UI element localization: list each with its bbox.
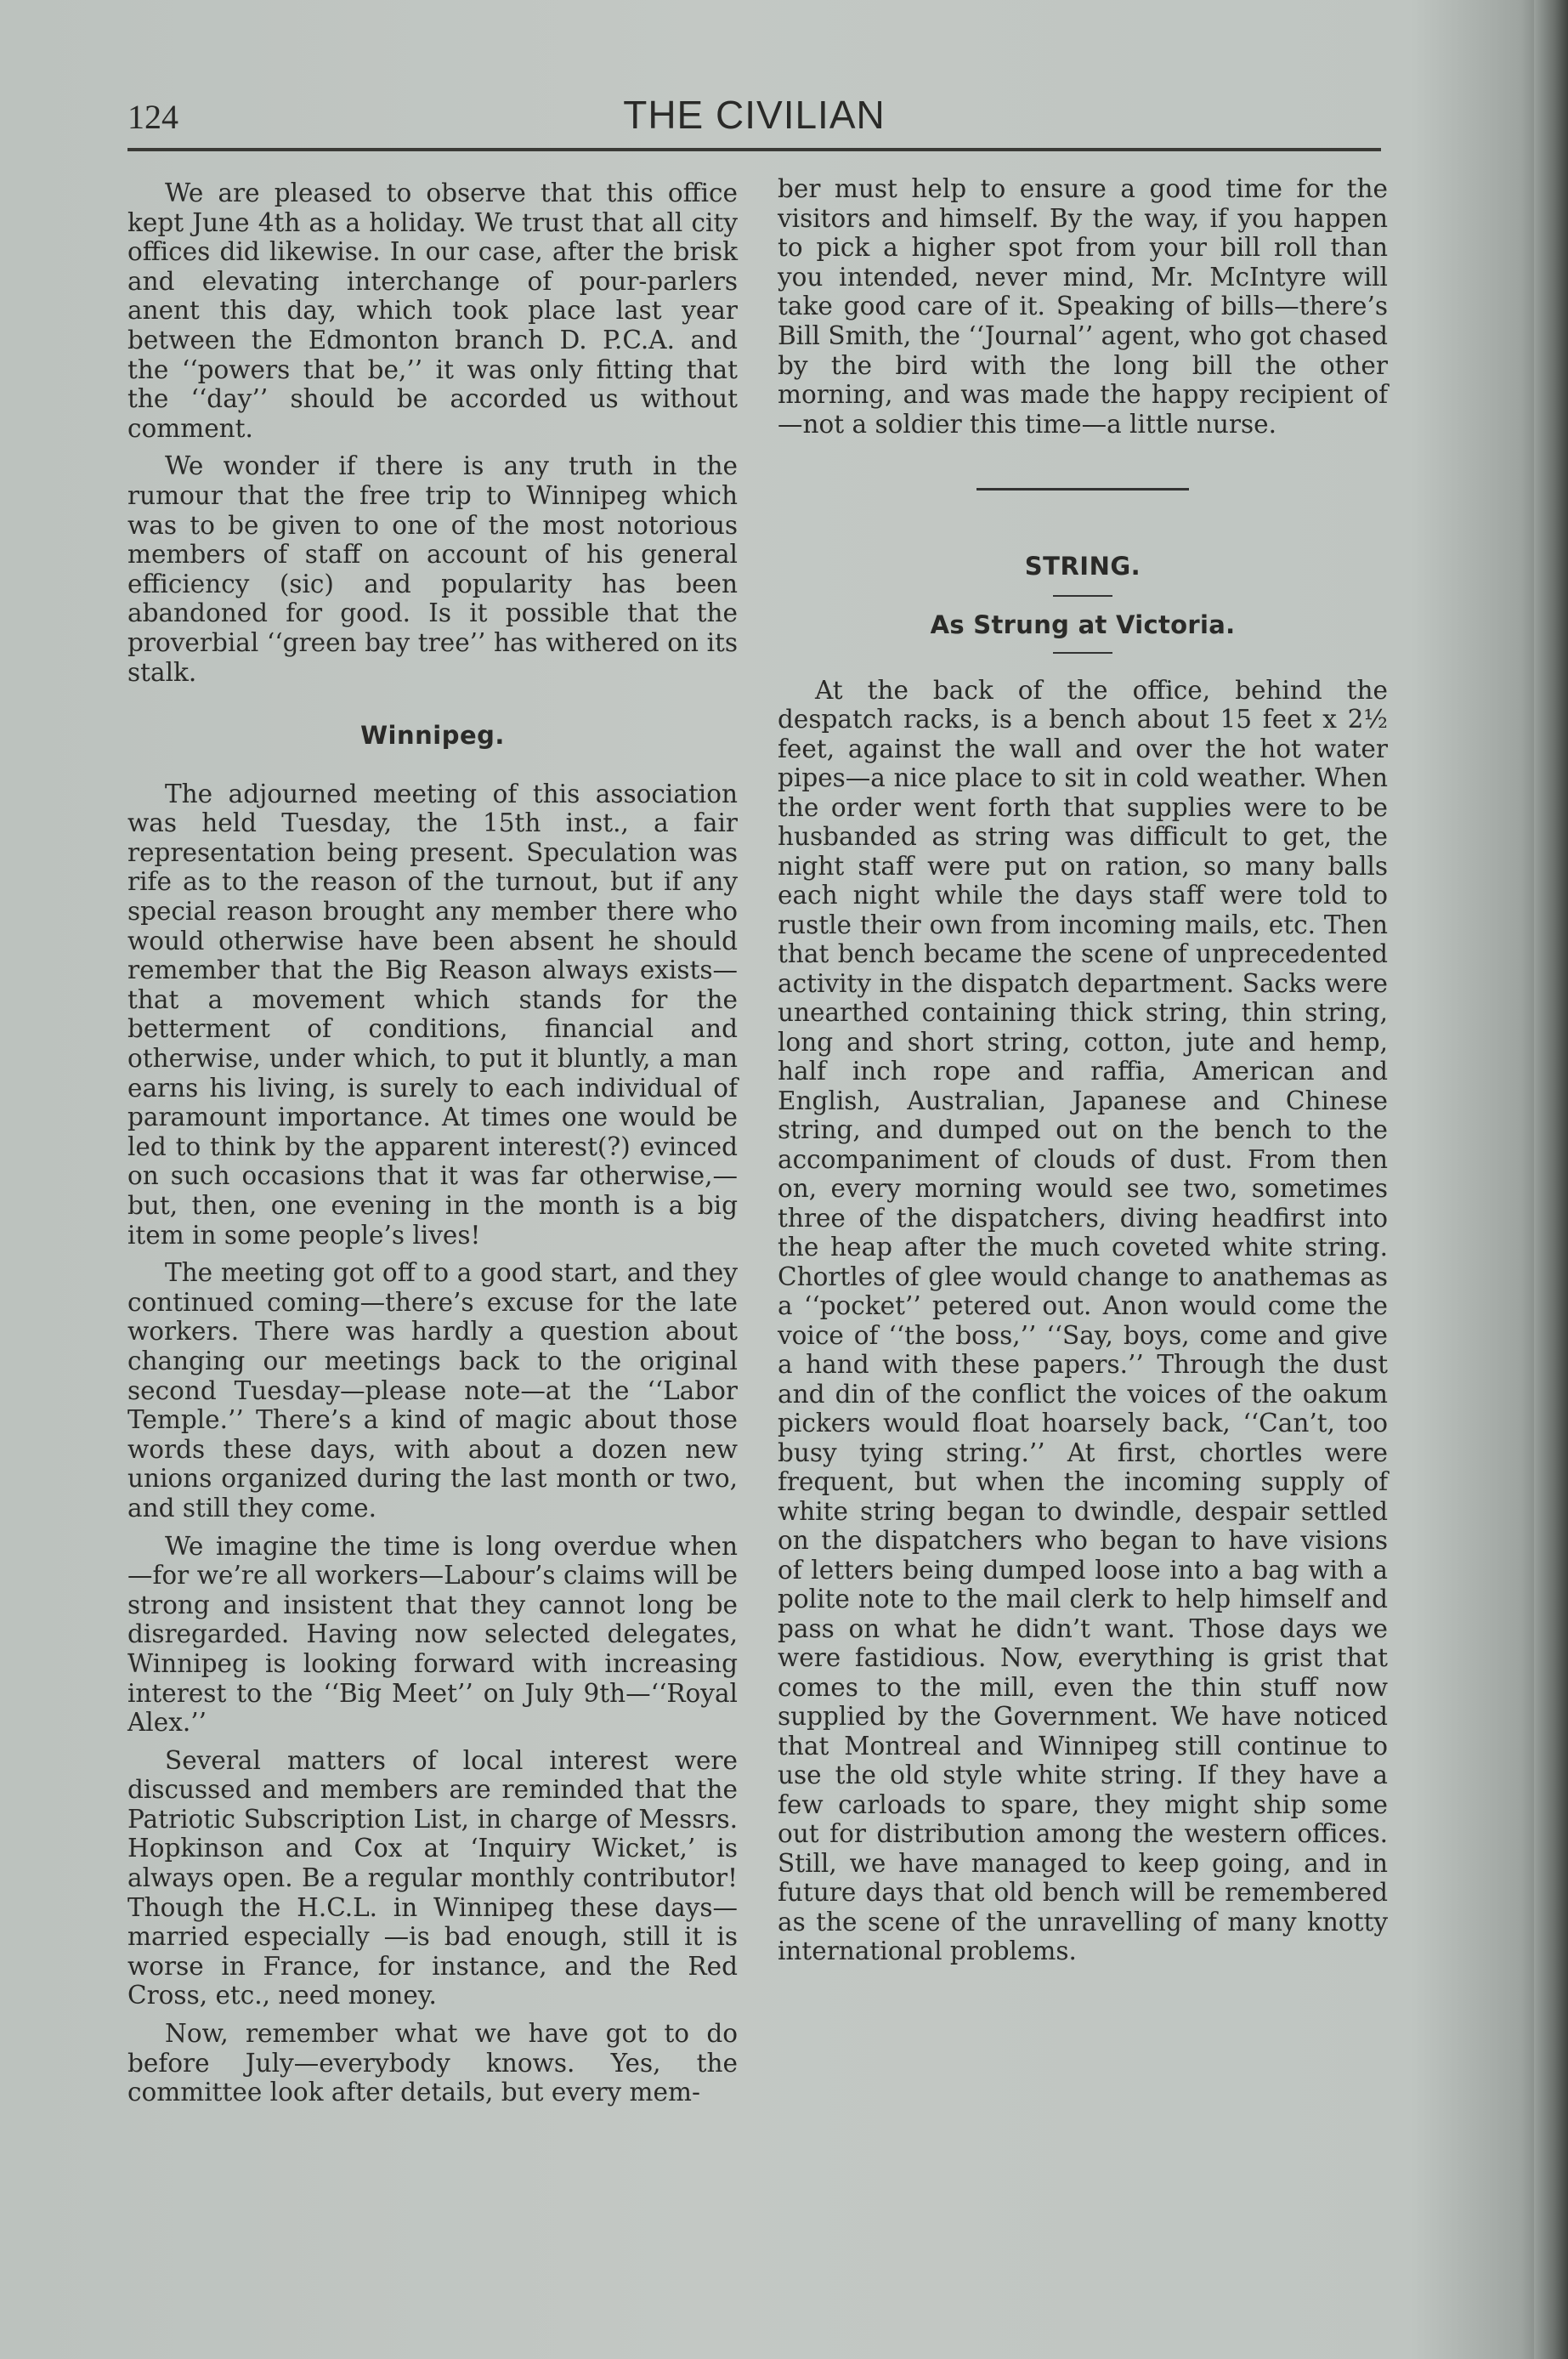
paragraph-adjourned-meeting: The adjourned meeting of this association was held Tuesday, the 15th inst., a fair representation being present. Speculation was rife as to the reason of the turnout, but if any special reason brought any member there who would otherwise have been absent he should remember that the Big Reason always exists—that a movement which stands for the betterment of conditions, financial and otherwise, under which, to put it bluntly, a man earns his living, is surely to each individual of paramount importance. At times one would be led to think by the apparent interest(?) evinced on such occasions that it was far otherwise,—but, then, one evening in the month is a big item in some people’s lives! (127, 779, 738, 1250)
page-header (127, 92, 1381, 151)
paragraph-labour-claims: We imagine the time is long overdue when —for we’re all workers—Labour’s claims will be strong and insistent that they cannot long be disregarded. Having now selected delegates, Winnipeg is looking forward with increasing interest to the ‘‘Big Meet’’ on July 9th—‘‘Royal Alex.’’ (127, 1531, 738, 1738)
section-divider (976, 488, 1189, 491)
journal-title: THE CIVILIAN (623, 93, 886, 137)
paragraph-office-holiday: We are pleased to observe that this office kept June 4th as a holiday. We trust that all city offices did likewise. In our case, after the brisk and elevating interchange of pour-parlers anent this day, which took place last year between the Edmonton branch D. P.C.A. and the ‘‘powers that be,’’ it was only fitting that the ‘‘day’’ should be accorded us without comment. (127, 179, 738, 443)
string-article-body: At the back of the office, behind the despatch racks, is a bench about 15 feet x 2½ feet, against the wall and over the hot water pipes—a nice place to sit in cold weather. When the order went forth that supplies were to be husbanded as string was difficult to get, the night staff were put on ration, so many balls each night while the days staff were told to rustle their own from incoming mails, etc. Then that bench became the scene of unprecedented activity in the dispatch department. Sacks were unearthed containing thick string, thin string, long and short string, cotton, jute and hemp, half inch rope and raffia, American and English, Australian, Japanese and Chinese string, and dumped out on the bench to the accompaniment of clouds of dust. From then on, every morning would see two, sometimes three of the dispatchers, diving headfirst into the heap after the much coveted white string. Chortles of glee would change to anathemas as a ‘‘pocket’’ petered out. Anon would come the voice of ‘‘the boss,’’ ‘‘Say, boys, come and give a hand with these papers.’’ Through the dust and din of the conflict the voices of the oakum pickers would float hoarsely back, ‘‘Can’t, too busy tying string.’’ At first, chortles were frequent, but when the incoming supply of white string began to dwindle, despair settled on the dispatchers who began to have visions of letters being dumped loose into a bag with a polite note to the mail clerk to help himself and pass on what he didn’t want. Those days we were fastidious. Now, everything is grist that comes to the mill, even the thin stuff now supplied by the Government. We have noticed that Montreal and Winnipeg still continue to use the old style white string. If they have a few carloads to spare, they might ship some out for distribution among the western offices. Still, we have managed to keep going, and in future days that old bench will be remembered as the scene of the unravelling of many knotty international problems. (778, 675, 1388, 1966)
paragraph-meeting-start: The meeting got off to a good start, and they continued coming—there’s excuse for the late workers. There was hardly a question about changing our meetings back to the original second Tuesday—please note—at the ‘‘Labor Temple.’’ There’s a kind of magic about those words these days, with about a dozen new unions organized during the last month or two, and still they come. (127, 1258, 738, 1523)
winnipeg-heading: Winnipeg. (360, 721, 505, 751)
page-spine-shadow (1534, 0, 1568, 2359)
paragraph-continuation: ber must help to ensure a good time for the visitors and himself. By the way, if you happen to pick a higher spot from your bill roll than you intended, never mind, Mr. McIntyre will take good care of it. Speaking of bills—there’s Bill Smith, the ‘‘Journal’’ agent, who got chased by the bird with the long bill the other morning, and was made the happy recipient of—not a soldier this time—a little nurse. (778, 174, 1388, 439)
paragraph-remember-july: Now, remember what we have got to do before July—everybody knows. Yes, the committee look after details, but every mem- (127, 2019, 738, 2107)
string-article-title: STRING. (1024, 552, 1141, 581)
header-rule (127, 148, 1381, 151)
string-article-subtitle: As Strung at Victoria. (930, 610, 1236, 639)
subtitle-rule (1053, 652, 1112, 654)
paragraph-local-matters: Several matters of local interest were discussed and members are reminded that the Patriotic Subscription List, in charge of Messrs. Hopkinson and Cox at ‘Inquiry Wicket,’ is always open. Be a regular monthly contributor! Though the H.C.L. in Winnipeg these days—married especially —is bad enough, still it is worse in France, for instance, and the Red Cross, etc., need money. (127, 1745, 738, 2010)
right-column (778, 174, 1388, 1966)
left-column (127, 179, 738, 2107)
paragraph-winnipeg-trip: We wonder if there is any truth in the rumour that the free trip to Winnipeg which was to be given to one of the most notorious members of staff on account of his general efficiency (sic) and popularity has been abandoned for good. Is it possible that the proverbial ‘‘green bay tree’’ has withered on its stalk. (127, 451, 738, 687)
page-number: 124 (127, 98, 178, 136)
title-rule (1053, 595, 1112, 597)
